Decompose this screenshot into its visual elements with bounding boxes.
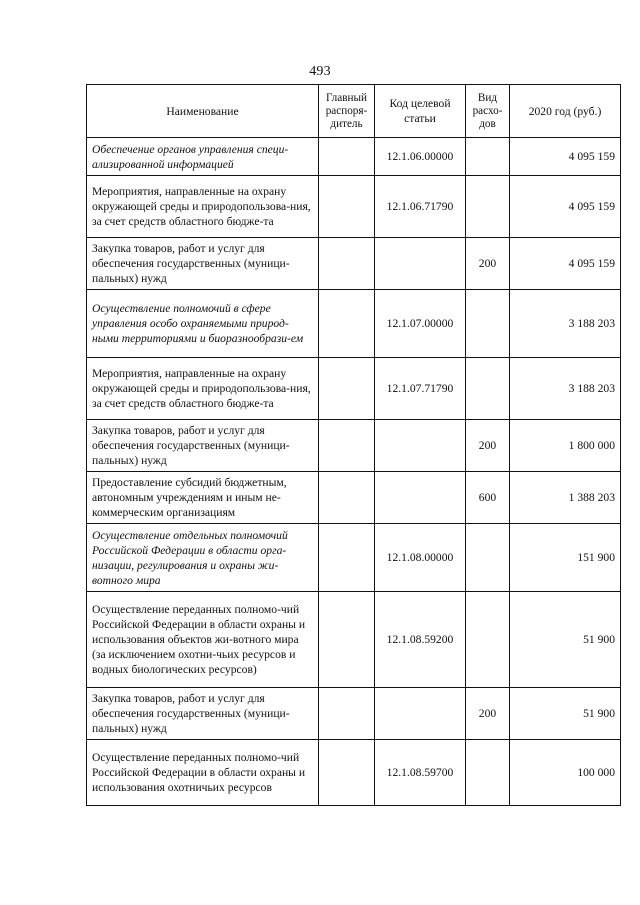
row-manager: [319, 176, 375, 238]
row-type: [466, 524, 510, 592]
row-code: 12.1.06.71790: [375, 176, 466, 238]
table-body: [87, 138, 621, 806]
row-name: Закупка товаров, работ и услуг для обеспечения государственных (муници-пальных) нужд: [87, 420, 319, 472]
row-code: [375, 238, 466, 290]
row-type: [466, 358, 510, 420]
table-row: [87, 740, 621, 806]
row-amount: 151 900: [510, 524, 621, 592]
row-name: Закупка товаров, работ и услуг для обеспечения государственных (муници-пальных) нужд: [87, 688, 319, 740]
table-row: [87, 592, 621, 688]
table-row: [87, 688, 621, 740]
row-code: 12.1.06.00000: [375, 138, 466, 176]
row-type: [466, 290, 510, 358]
table-row: [87, 524, 621, 592]
row-code: 12.1.07.00000: [375, 290, 466, 358]
row-type: 200: [466, 420, 510, 472]
row-name: Осуществление переданных полномо-чий Российской Федерации в области охраны и использования объектов жи-вотного мира (за исключением охотни-чьих ресурсов и водных биологических ресурсов): [87, 592, 319, 688]
row-manager: [319, 592, 375, 688]
header-year: 2020 год (руб.): [510, 85, 621, 138]
table-row: [87, 420, 621, 472]
row-type: 600: [466, 472, 510, 524]
row-name: Осуществление переданных полномо-чий Российской Федерации в области охраны и использования охотничьих ресурсов: [87, 740, 319, 806]
row-code: 12.1.08.00000: [375, 524, 466, 592]
row-manager: [319, 472, 375, 524]
row-type: 200: [466, 238, 510, 290]
table-row: [87, 290, 621, 358]
budget-table: [86, 84, 621, 806]
row-amount: 1 800 000: [510, 420, 621, 472]
table-row: [87, 472, 621, 524]
row-amount: 4 095 159: [510, 176, 621, 238]
row-amount: 51 900: [510, 592, 621, 688]
row-manager: [319, 358, 375, 420]
row-manager: [319, 524, 375, 592]
row-amount: 1 388 203: [510, 472, 621, 524]
row-manager: [319, 238, 375, 290]
row-name: Закупка товаров, работ и услуг для обеспечения государственных (муници-пальных) нужд: [87, 238, 319, 290]
row-code: [375, 472, 466, 524]
row-name: Осуществление полномочий в сфере управления особо охраняемыми природ-ными территориями и биоразнообрази-ем: [87, 290, 319, 358]
row-code: 12.1.07.71790: [375, 358, 466, 420]
table-row: [87, 138, 621, 176]
row-type: [466, 138, 510, 176]
header-code: Код целевой статьи: [375, 85, 466, 138]
row-type: 200: [466, 688, 510, 740]
row-name: Осуществление отдельных полномочий Российской Федерации в области орга-низации, регулирования и охраны жи-вотного мира: [87, 524, 319, 592]
row-type: [466, 592, 510, 688]
row-manager: [319, 740, 375, 806]
header-manager: Главный распоря-дитель: [319, 85, 375, 138]
row-manager: [319, 420, 375, 472]
row-manager: [319, 290, 375, 358]
page-number: 493: [309, 64, 331, 79]
row-amount: 4 095 159: [510, 138, 621, 176]
row-amount: 3 188 203: [510, 358, 621, 420]
row-name: Мероприятия, направленные на охрану окружающей среды и природопользова-ния, за счет средств областного бюдже-та: [87, 176, 319, 238]
row-code: 12.1.08.59200: [375, 592, 466, 688]
row-manager: [319, 138, 375, 176]
row-code: 12.1.08.59700: [375, 740, 466, 806]
row-code: [375, 688, 466, 740]
row-amount: 4 095 159: [510, 238, 621, 290]
header-type: Вид расхо-дов: [466, 85, 510, 138]
row-name: Предоставление субсидий бюджетным, автономным учреждениям и иным не-коммерческим организациям: [87, 472, 319, 524]
row-amount: 51 900: [510, 688, 621, 740]
row-name: Мероприятия, направленные на охрану окружающей среды и природопользова-ния, за счет средств областного бюдже-та: [87, 358, 319, 420]
row-name: Обеспечение органов управления специ-ализированной информацией: [87, 138, 319, 176]
row-amount: 100 000: [510, 740, 621, 806]
row-amount: 3 188 203: [510, 290, 621, 358]
header-name: Наименование: [87, 85, 319, 138]
row-type: [466, 176, 510, 238]
table-header: [87, 85, 621, 138]
table-row: [87, 238, 621, 290]
row-manager: [319, 688, 375, 740]
table-row: [87, 358, 621, 420]
row-type: [466, 740, 510, 806]
row-code: [375, 420, 466, 472]
table-row: [87, 176, 621, 238]
